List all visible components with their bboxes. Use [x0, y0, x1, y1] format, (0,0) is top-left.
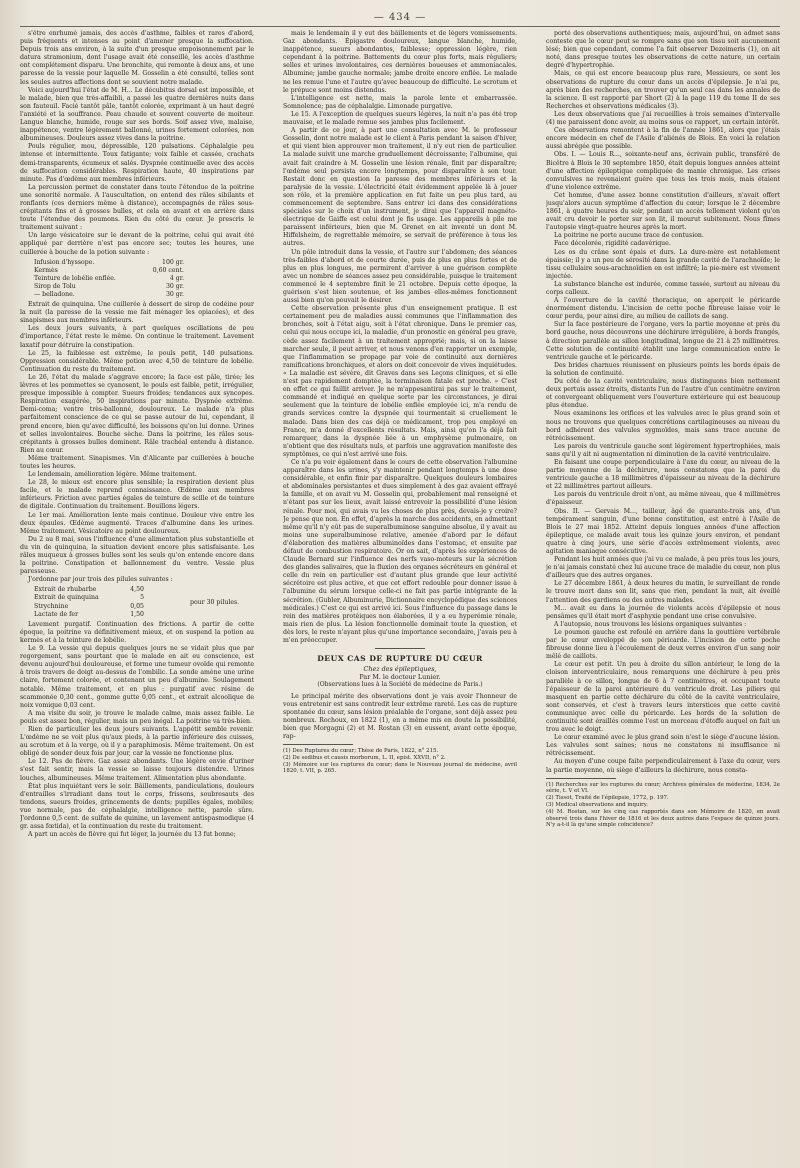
- footnote: (1) Recherches sur les ruptures du cœur; Archives générales de médecine, 1834, 2e série, t. V et VI.: [546, 781, 780, 795]
- paragraph: Le 27 décembre 1861, à deux heures du matin, le surveillant de ronde le trouve mort dans son lit, sans que rien, pendant la nuit, ait éveillé l'attention des gardiens ou des autres malades.: [546, 580, 780, 604]
- footnote: (2) De sedibus et causis morborum, L. II, epist. XXVII, n° 2.: [283, 754, 446, 761]
- paragraph: La substance blanche est indurée, comme tassée, surtout au niveau du corps calleux.: [546, 280, 780, 296]
- paragraph: Du côté de la cavité ventriculaire, nous distinguons bien nettement deux pertuis assez étroits, distants l'un de l'autre d'un centimètre environ et convergeant obliquement vers l'ouverture extérieure qui est beaucoup plus étendue.: [546, 378, 780, 410]
- paragraph: Au moyen d'une coupe faite perpendiculairement à l'axe du cœur, vers la partie moyenne, où siège d'ailleurs la déchirure, nous consta-: [546, 758, 780, 774]
- paragraph: Même traitement. Sinapismes. Vin d'Alicante par cuillerées à bouche toutes les heures.: [20, 454, 254, 470]
- paragraph: s'être enrhumé jamais, des accès d'asthme, faibles et rares d'abord, puis fréquents et intenses au point d'amener presque la suffocation. Depuis trois ans environ, à la suite d'un presque empoisonnement par le datura stramonium, dont l'usage avait été conseillé, les accès d'asthme ont complétement disparu. Une bronchite, qui remonte à deux ans, et une paresse de la vessie pour laquelle M. Gosselin a été consulté, telles sont les seules autres affections dont se souvient notre malade.: [20, 30, 254, 86]
- paragraph: Les deux jours suivants, à part quelques oscillations de peu d'importance, l'état reste le même. On continue le traitement. Lavement laxatif pour détruire la constipation.: [20, 325, 254, 349]
- paragraph: A part un accès de fièvre qui fut léger, la journée du 13 fut bonne;: [28, 831, 236, 839]
- ingredient: Kermès: [34, 266, 58, 274]
- paragraph: Le 12. Pas de fièvre. Gaz assez abondants. Une légère envie d'uriner s'est fait sentir, mais la vessie se laisse toujours distendre. Urines louches, albumineuses. Même traitement. Alimentation plus abondante.: [20, 758, 254, 782]
- article-author: Par M. le docteur Lunier.: [359, 673, 441, 682]
- ingredient: Extrait de rhubarbe: [34, 586, 97, 594]
- section-separator: [375, 648, 425, 649]
- paragraph: Mais, ce qui est encore beaucoup plus rare, Messieurs, ce sont les observations de rupture du cœur dans un accès d'épilepsie. Je n'ai pu, après bien des recherches, en trouver qu'un seul cas dans les annales de la science. Il est rapporté par Short (2) à la page 119 du tome II de ses Recherches et observations médicales (3).: [546, 70, 780, 110]
- paragraph: La percussion permet de constater dans toute l'étendue de la poitrine une sonorité normale. A l'auscultation, on entend des râles sibilants et ronflants (ces derniers même à distance), accompagnés de râles sous-crépitants fins et à grosses bulles, et cela en avant et en arrière dans toute l'étendue des poumons. Rien du côté du cœur. Je prescris le traitement suivant :: [20, 183, 254, 232]
- prescription-line: [34, 291, 184, 299]
- paragraph: Le 26, l'état du malade s'aggrave encore; la face est pâle, tirée; les lèvres et les pommettes se cyanosent, le pouls est faible, petit, irrégulier, presque impossible à compter. Sueurs froides; tendances aux syncopes. Respiration exagérée, 50 inspirations par minute. Dyspnée extrême. Demi-coma; ventre très-ballonné, douloureux. Le malade n'a plus parfaitement conscience de ce qui se passe autour de lui, cependant, il prend encore, bien qu'avec difficulté, les boissons qu'on lui donne. Urines et selles involontaires. Bouche sèche. Dans la poitrine, les râles sous-crépitants à grosses bulles dominent. Râle trachéal entendu à distance. Rien au cœur.: [20, 373, 254, 454]
- column-middle: [283, 30, 517, 1158]
- ingredient: Lactate de fer: [34, 610, 79, 618]
- prescription-line: [34, 267, 184, 275]
- paragraph: Pouls régulier, mou, dépressible, 120 pulsations. Céphalalgie peu intense et intermittente. Toux fatigante; voix faible et cassée, crachats demi-transparents, écumeux et salés. Dyspnée continuelle avec des accès de suffocation considérables. Respiration haute, 40 inspirations par minute. Pas d'œdème aux membres inférieurs.: [20, 143, 254, 183]
- paragraph: La poitrine ne porte aucune trace de contusion.: [554, 232, 704, 240]
- paragraph: En faisant une coupe perpendiculaire à l'axe du cœur, au niveau de la partie moyenne de la déchirure, nous constatons que la paroi du ventricule gauche a 18 millimètres d'épaisseur au niveau de la déchirure et 22 millimètres partout ailleurs.: [546, 458, 780, 491]
- paragraph: Face décolorée, rigidité cadavérique.: [554, 240, 671, 248]
- quantity: 4 gr.: [169, 274, 184, 282]
- ingredient: Teinture de lobélie enflée.: [34, 274, 116, 282]
- quantity: 4,50: [130, 586, 144, 594]
- paragraph: Le 9. La vessie qui depuis quelques jours ne se vidait plus que par regorgement, sans pourtant que le malade en ait eu conscience, est devenu aujourd'hui douloureuse, et forme une tumeur ovoïde qui remonte à trois travers de doigt au-dessus de l'ombilic. La sonde amène une urine claire, fortement colorée, et contenant un peu d'albumine. Soulagement notable. Même traitement, et en plus : purgatif avec résine de scammonée 0,30 cent., gomme gutte 0,05 cent., et extrait alcoolique de noix vomique 0,03 cent.: [20, 645, 254, 709]
- footnote: (3) Medical observations and inquiry.: [546, 802, 648, 809]
- paragraph: Le lendemain, amélioration légère. Même traitement.: [28, 471, 197, 479]
- paragraph: Cette observation présente plus d'un enseignement pratique. Il est certainement peu de maladies aussi communes que l'inflammation des bronches, soit à l'état aigu, soit à l'état chronique. Dans le premier cas, celui qui nous occupe ici, la maladie, d'un pronostic en général peu grave, cède assez facilement à un traitement approprié; mais, si on la laisse marcher seule, il peut arriver, et nous venons d'en rapporter un exemple, que l'inflammation se propage par voie de continuité aux dernières ramifications bronchiques, et alors on doit concevoir de vives inquiétudes. « La maladie est sévère, dit Graves dans ses Leçons cliniques, et si elle n'est pas rapidement domptée, la terminaison fatale est proche. » C'est en effet ce qui faillit arriver. Je ne m'appesantirai pas sur le traitement, commandé et indiqué en quelque sorte par les circonstances, je dirai seulement que la teinture de lobélie enflée employée ici, m'a rendu de grands services contre la dyspnée qui tourmentait si cruellement le malade. Dans bien des cas déjà ce médicament, trop peu employé en France, m'a donné d'excellents résultats. Mais, ainsi qu'on l'a déjà fait remarquer, dans la dyspnée liée à un emphysème pulmonaire, on n'obtient que des résultats nuls, et parfois une aggravation manifeste des symptômes, ce qui n'est arrivé une fois.: [283, 305, 517, 458]
- paragraph: Ces observations remontent à la fin de l'année 1861, alors que j'étais encore médecin en chef de l'Asile d'aliénés de Blois. En voici la relation aussi abrégée que possible.: [546, 127, 780, 151]
- paragraph: Obs. I. — Louis R..., soixante-neuf ans, écrivain public, transféré de Bicêtre à Blois le 30 septembre 1850, était depuis longues années atteint d'une affection épileptique compliquée de manie chronique. Les crises convulsives ne revenaient guère que tous les trois mois, mais étaient d'une violence extrême.: [546, 151, 780, 191]
- quantity: 0,05: [130, 602, 144, 610]
- paragraph: Sur la face postérieure de l'organe, vers la partie moyenne et près du bord gauche, nous découvrons une déchirure irrégulière, à bords frangés, à direction parallèle au sillon longitudinal, longue de 21 à 25 millimètres. Cette solution de continuité établit une large communication entre le ventricule gauche et le péricarde.: [546, 321, 780, 361]
- paragraph: Le cœur est petit. Un peu à droite du sillon antérieur, le long de la cloison interventriculaire, nous remarquons une déchirure à peu près parallèle à ce sillon, longue de 6 à 7 centimètres, et occupant toute l'épaisseur de la paroi antérieure du ventricule droit. Les piliers qui masquent en partie cette déchirure du côté de la cavité ventriculaire, sont conservés, et c'est à travers leurs interstices que cette cavité communique avec celle du péricarde. Les bords de la solution de continuité sont éraillés comme l'est un morceau d'étoffe auquel on fait un trou avec le doigt.: [546, 661, 780, 734]
- article-title: DEUX CAS DE RUPTURE DU CŒUR: [317, 654, 483, 664]
- footnote-separator: [546, 778, 616, 779]
- paragraph: A l'autopsie, nous trouvons les lésions organiques suivantes :: [554, 620, 747, 628]
- pills-note: pour 30 pilules.: [190, 598, 240, 606]
- prescription-line: [34, 283, 184, 291]
- paragraph: État plus inquiétant vers le soir. Bâillements, pandiculations, douleurs d'entrailles s'irradiant dans tout le corps, frissons, soubresauts des tendons, sueurs froides, grincements de dents; pupilles égales, mobiles; vue normale, pas de céphalalgie, intelligence nette, parole sûre. J'ordonne 0,5 cent. de sulfate de quinine, un lavement antispasmodique (4 gr. assa fœtida), et la continuation du reste du traitement.: [20, 782, 254, 831]
- paragraph: Le 1er mai. Amélioration lente mais continue. Douleur vive entre les deux épaules. Œdème augmenté. Traces d'albumine dans les urines. Même traitement. Vésicatoire au point douloureux.: [20, 511, 254, 535]
- paragraph: L'intelligence est nette, mais la parole lente et embarrassée. Somnolence; pas de céphalalgie. Limonade purgative.: [283, 94, 517, 110]
- paragraph: Cet homme, d'une assez bonne constitution d'ailleurs, n'avait offert jusqu'alors aucun symptôme d'affection du cœur; lorsque le 2 décembre 1861, à quatre heures du soir, pendant un accès tellement violent qu'on avait cru devoir le porter sur son lit, il mourut subitement. Nous fîmes l'autopsie vingt-quatre heures après la mort.: [546, 191, 780, 232]
- paragraph: Des brides charnues réunissent en plusieurs points les bords épais de la solution de continuité.: [546, 361, 780, 377]
- footnote: (2) Tissot, Traité de l'épilepsie, 1772, p. 197.: [546, 795, 669, 802]
- paragraph: Le principal mérite des observations dont je vais avoir l'honneur de vous entretenir est sans contredit leur extrême rareté. Les cas de rupture spontanée du cœur, sans lésion préalable de l'organe, sont déjà assez peu nombreux. Rochoux, en 1822 (1), en a même mis en doute la possibilité, bien que Morgagni (2) et M. Rostan (3) en eussent, avant cette époque, rap-: [283, 692, 517, 740]
- paragraph: Rien de particulier les deux jours suivants. L'appétit semble revenir. L'œdème ne se voit plus qu'aux pieds, à la partie inférieure des cuisses, au scrotum et à la verge, où il y a paraphimosis. Même traitement. On est obligé de sonder deux fois par jour, car la vessie ne fonctionne plus.: [20, 725, 254, 758]
- page-number: — 434 —: [373, 12, 427, 23]
- paragraph: Les parois du ventricule droit n'ont, au même niveau, que 4 millimètres d'épaisseur.: [546, 491, 780, 507]
- paragraph: Le cœur examiné avec le plus grand soin n'est le siège d'aucune lésion. Les valvules sont saines; nous ne constatons ni insuffisance ni rétrécissement.: [546, 734, 780, 758]
- footnote: (3) Mémoire sur les ruptures du cœur; dans le Nouveau journal de médecine, avril 1820, t. VII, p. 265.: [283, 761, 517, 775]
- prescription-potion: [34, 259, 254, 299]
- prescription-line: [34, 611, 144, 619]
- ingredient: Infusion d'hyssope.: [34, 258, 95, 266]
- paragraph: Voici aujourd'hui l'état de M. H... Le décubitus dorsal est impossible, et le malade, bien que très-affaibli, a passé les quatre dernières nuits dans son fauteuil. Facié tantôt pâle, tantôt colorée, exprimant à un haut degré l'anxiété et la souffrance. Peau chaude et souvent couverte de moiteur. Langue blanche, humide, rouge sur ses bords. Soif assez vive, malaise, inappétence, ventre légèrement ballonné, urines fortement colorées, non albumineuses. Douleurs assez vives dans la poitrine.: [20, 86, 254, 143]
- quantity: 100 gr.: [162, 258, 184, 266]
- paragraph: M... avait eu dans la journée de violents accès d'épilepsie et nous pensâmes qu'il était mort d'asphyxie pendant une crise convulsive.: [546, 604, 780, 620]
- article-note: (Observations lues à la Société de médecine de Paris.): [317, 681, 483, 689]
- paragraph: Extrait de quinquina. Une cuillerée à dessert de sirop de codéine pour la nuit (la paresse de la vessie me fait ménager les opiacées), et des sinapismes aux membres inférieurs.: [20, 301, 254, 325]
- ingredient: Extrait de quinquina: [34, 594, 99, 602]
- paragraph: Ce n'a pu voir également dans le cours de cette observation l'albumine apparaître dans les urines, s'y maintenir pendant longtemps à une dose considérable, et enfin finir par disparaître. Quelques douleurs lombaires et abdominales persistantes et dues simplement à des gaz avaient effrayé la famille, et on avait vu M. Gosselin qui, probablement mal renseigné et n'étant pas sur les lieux, avait laissé entrevoir la possibilité d'une lésion rénale. Pour moi, qui avais vu les choses de plus près, devais-je y croire? Je pense que non. En effet, d'après la marche des accidents, en admettant même qu'il n'y eût pas de superalbuminose sanguine absolue, il y avait au moins une superalbuminose relative, amenée d'abord par le défaut d'élaboration des matières albuminoïdes dans l'estomac, et ensuite par défaut de combustion respiratoire. Or on sait, d'après les expériences de Claude Bernard sur l'influence des nerfs vaso-moteurs sur la sécrétion des glandes salivaires, que la fluxion des organes sécréteurs en général et celle du rein en particulier est d'autant plus grande que leur activité sécrétoire est plus active, et que cet effort redouble pour donner issue à l'albumine du sérum lorsque celle-ci ne fait pas partie intégrante de la sécrétion. (Gubler, Albuminurie, Dictionnaire encyclopédique des sciences médicales.) C'est ce qui est arrivé ici. Sous l'influence du passage dans le rein des matières protéiques non élaborées, il y a eu hyperémie rénale, mais rien de plus. La lésion fonctionnelle dominait toute la question, et dès lors, le reste n'ayant plus qu'une importance secondaire, j'avais peu à m'en préoccuper.: [283, 458, 517, 645]
- paragraph: Pendant les huit années que j'ai vu ce malade, à peu près tous les jours, je n'ai jamais constaté chez lui aucune trace de maladie du cœur, non plus d'ailleurs que des autres organes.: [546, 556, 780, 580]
- paragraph: Le 25, la faiblesse est extrême, le pouls petit, 140 pulsations. Oppression considérable. Même potion avec 4,50 de teinture de lobélie. Continuation du reste du traitement.: [20, 349, 254, 373]
- prescription-line: [34, 586, 144, 594]
- paragraph: Les deux observations que j'ai recueillies à trois semaines d'intervalle (4) me paraissent donc avoir, au moins sous ce rapport, un certain intérêt.: [546, 110, 780, 127]
- paragraph: A l'ouverture de la cavité thoracique, on aperçoit le péricarde énormément distendu. L'incision de cette poche fibreuse laisse voir le cœur perdu, pour ainsi dire, au milieu de caillots de sang.: [546, 297, 780, 321]
- paragraph: A partir de ce jour, à part une consultation avec M. le professeur Gosselin, dont notre malade est le client à Paris pendant la saison d'hiver, et qui vient bien approuver mon traitement, il n'y eut rien de particulier. La malade suivit une marche graduellement décroissante; l'albumine, qui avait fait craindre à M. Gosselin une lésion rénale, finit par disparaître; l'œdème seul persista encore longtemps, pour disparaître à son tour. Restait donc en question la paresse des membres inférieurs et la paralysie de la vessie. L'électricité était évidemment appelée là à jouer son rôle, et la première application en fut faite un peu plus tard, au commencement de septembre. Sans entrer ici dans des considérations spéciales sur le choix d'un instrument, je dirai que l'appareil magnéto-électrique de Gaiffe est celui dont je fis usage. Les appareils à pile me paraissent inférieurs, bien que M. Grenet en ait inventé un dont M. Hiffelsheim, de regrettable mémoire, se servait de préférence à tous les autres.: [283, 127, 517, 248]
- quantity: 0,60 cent.: [152, 266, 184, 274]
- paragraph: Le 28, le mieux est encore plus sensible; la respiration devient plus facile, et le malade reprend connaissance. Œdème aux membres inférieurs. Friction avec parties égales de teinture de scille et de teinture de digitale. Continuation du traitement. Bouillons légers.: [20, 479, 254, 511]
- column-right: [546, 30, 780, 1158]
- paragraph: A ma visite du soir, je trouve le malade calme, mais assez faible. Le pouls est assez bon, régulier, mais un peu inégal. La poitrine va très-bien.: [20, 709, 254, 725]
- paragraph: Le poumon gauche est refoulé en arrière dans la gouttière vertébrale par le cœur enveloppé de son péricarde. L'incision de cette poche fibreuse donne lieu à l'écoulement de deux verres environ d'un sang noir mêlé de caillots.: [546, 628, 780, 661]
- prescription-pills: [34, 586, 254, 618]
- header-rule: [20, 26, 780, 27]
- paragraph: Le 15. A l'exception de quelques sueurs légères, la nuit n'a pas été trop mauvaise, et le malade remue ses jambes plus facilement.: [283, 110, 517, 127]
- column-left: [20, 30, 254, 1158]
- paragraph: Les os du crâne sont épais et durs. La dure-mère est notablement épaissie; il y a un peu de sérosité dans la grande cavité de l'arachnoïde; le tissu cellulaire sous-arachnoïdien en est infiltré; la pie-mère est vivement injectée.: [546, 248, 780, 280]
- footnote-separator: [283, 744, 353, 745]
- prescription-line: [34, 259, 184, 267]
- quantity: 1,50: [130, 610, 144, 618]
- prescription-line: [34, 594, 144, 602]
- quantity: 5: [140, 594, 144, 602]
- ingredient: — belladone.: [34, 291, 75, 298]
- paragraph: Les parois du ventricule gauche sont légèrement hypertrophiées, mais sans qu'il y ait ni augmentation ni diminution de la cavité ventriculaire.: [546, 442, 780, 458]
- paragraph: Obs. II. — Gervais M..., tailleur, âgé de quarante-trois ans, d'un tempérament sanguin, d'une bonne constitution, est entré à l'Asile de Blois le 27 mai 1852. Atteint depuis longues années d'une affection épileptique, ce malade avait tous les quinze jours environ, et pendant quatre à cinq jours, une série d'accès extrêmement violents, avec agitation maniaque consécutive.: [546, 507, 780, 555]
- footnote: (1) Des Ruptures du cœur; Thèse de Paris, 1822, n° 215.: [283, 748, 439, 755]
- footnote: (4) M. Rostan, sur les cinq cas rapportés dans son Mémoire de 1820, en avait observé trois dans l'hiver de 1816 et les deux autres dans l'espace de quinze jours. N'y a-t-il là qu'une simple coïncidence?: [546, 808, 780, 829]
- paragraph: J'ordonne par jour trois des pilules suivantes :: [28, 576, 173, 584]
- prescription-line: [34, 603, 144, 611]
- paragraph: Un pôle introduit dans la vessie, et l'autre sur l'abdomen; des séances très-faibles d'abord et de courte durée, puis de plus en plus fortes et de plus en plus longues, me permirent d'arriver à une guérison complète avec un nombre de séances assez peu considérable, puisque le traitement commencé le 4 septembre finit le 21 octobre. Depuis cette époque, la guérison s'est bien soutenue, et les jambes elles-mêmes fonctionnent aussi bien qu'on pouvait le désirer.: [283, 248, 517, 305]
- paragraph: porté des observations authentiques; mais, aujourd'hui, on admet sans conteste que le cœur peut se rompre sans que son tissu soit aucunement lésé; bien que cependant, comme l'a fait observer Dezeimeris (1), on ait noté, dans presque toutes les observations de cette nature, un certain degré d'hypertrophie.: [546, 30, 780, 70]
- prescription-line: [34, 275, 184, 283]
- paragraph: Nous examinons les orifices et les valvules avec le plus grand soin et nous ne trouvons que quelques concrétions cartilagineuses au niveau du bord adhérent des valvules sygmoïdes, mais sans trace aucune de rétrécissement.: [546, 410, 780, 442]
- article-subtitle: Chez des épileptiques,: [363, 665, 437, 674]
- paragraph: Du 2 au 8 mai, sous l'influence d'une alimentation plus substantielle et du vin de quinquina, la situation devient encore plus satisfaisante. Les râles muqueux à grosses bulles sont les seuls qu'on entende encore dans la poitrine. Constipation et ballonnement du ventre. Vessie plus paresseuse.: [20, 535, 254, 576]
- ingredient: Sirop de Tolu: [34, 282, 76, 290]
- quantity: 30 gr.: [165, 282, 184, 290]
- quantity: 30 gr.: [165, 291, 184, 298]
- paragraph: Lavement purgatif. Continuation des frictions. A partir de cette époque, la poitrine va définitivement mieux, et on suspend la potion au kermès et à la teinture de lobélie.: [20, 620, 254, 644]
- ingredient: Strychnine: [34, 602, 69, 610]
- paragraph: mais le lendemain il y eut des bâillements et de légers vomissements. Gaz abondants. Épigastre douloureux, langue blanche, humide, inappétence, sueurs abondantes, faiblesse; oppression légère, rien cependant à la poitrine. Battements du cœur plus forts, mais réguliers; selles et urines involontaires, ces dernières boueuses et ammoniacales. Albumine; jambe gauche normale; jambe droite encore enflée. Le malade ne les remue l'une et l'autre qu'avec beaucoup de difficulté. Le scrotum et le prépuce sont moins distendus.: [283, 30, 517, 94]
- paragraph: Un large vésicatoire sur le devant de la poitrine, celui qui avait été appliqué par derrière n'est pas encore sec; toutes les heures, une cuillerée à bouche de la potion suivante :: [20, 232, 254, 256]
